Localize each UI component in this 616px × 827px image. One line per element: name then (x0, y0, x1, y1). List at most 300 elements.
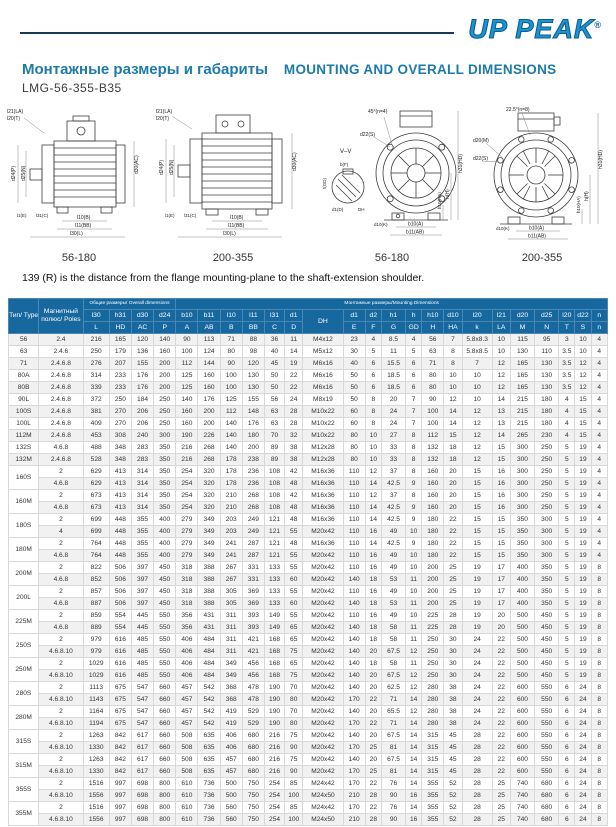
dimension-value-cell: 6 (559, 802, 575, 814)
dimension-value-cell: 457 (176, 718, 198, 730)
dimension-value-cell: 250 (83, 346, 109, 358)
dimension-value-cell: 55 (285, 586, 303, 598)
dimension-value-cell: 314 (131, 466, 153, 478)
dimension-value-cell: 203 (220, 526, 242, 538)
header-rule (20, 32, 454, 34)
dimension-value-cell: 542 (198, 706, 220, 718)
dimension-value-cell: 484 (198, 658, 220, 670)
column-header-cell: l20 (462, 310, 492, 322)
dimension-value-cell: 6 (559, 730, 575, 742)
dimension-value-cell: 457 (176, 706, 198, 718)
dimension-value-cell: 254 (176, 466, 198, 478)
dimension-value-cell: 200 (422, 562, 444, 574)
dimension-value-cell: 23 (343, 334, 365, 346)
column-header-cell: n (591, 310, 607, 322)
dimension-value-cell: 180 (422, 550, 444, 562)
dimension-value-cell: 448 (109, 550, 131, 562)
dimension-value-cell: 488 (83, 442, 109, 454)
dimension-value-cell: 450 (154, 562, 176, 574)
dimension-value-cell: 63 (422, 346, 444, 358)
dimension-value-cell: 349 (198, 514, 220, 526)
dimension-value-cell: 50 (343, 370, 365, 382)
dimension-value-cell: M10x22 (303, 418, 343, 430)
dimension-value-cell: M6x16 (303, 370, 343, 382)
dimension-value-cell: 305 (220, 586, 242, 598)
dimension-value-cell: 45 (444, 730, 462, 742)
dimension-value-cell: 450 (535, 658, 559, 670)
dimension-value-cell: 12 (444, 394, 462, 406)
dimension-value-cell: 413 (109, 502, 131, 514)
dimension-value-cell: 5 (406, 346, 422, 358)
dimension-value-cell: 368 (220, 682, 242, 694)
dimension-value-cell: 10 (462, 382, 492, 394)
dimension-value-cell: 20 (444, 466, 462, 478)
dimension-value-cell: 331 (242, 562, 264, 574)
dimension-value-cell: 133 (264, 598, 284, 610)
dimension-value-cell: 554 (109, 610, 131, 622)
dimension-value-cell: 133 (264, 586, 284, 598)
dimension-value-cell: 18 (365, 598, 381, 610)
column-header-cell: d30 (131, 310, 153, 322)
frame-type-cell: 225M (9, 610, 39, 634)
dimension-value-cell: 17 (492, 574, 510, 586)
table-body (9, 334, 608, 826)
dimension-value-cell: 842 (109, 742, 131, 754)
dimension-value-cell: 250 (535, 442, 559, 454)
dimension-value-cell: 236 (242, 466, 264, 478)
dimension-value-cell: 42.5 (381, 538, 405, 550)
dimension-value-cell: 24 (575, 778, 591, 790)
dimension-value-cell: 680 (535, 802, 559, 814)
dimension-value-cell: 38 (444, 694, 462, 706)
dimension-value-cell: 19 (575, 598, 591, 610)
dimension-value-cell: 617 (131, 742, 153, 754)
dimension-value-cell: 698 (131, 802, 153, 814)
dimension-value-cell: 1029 (83, 670, 109, 682)
frame-type-cell: 200L (9, 586, 39, 610)
dimension-value-cell: 180 (422, 514, 444, 526)
dimension-value-cell: 617 (131, 754, 153, 766)
dimension-value-cell: M20x42 (303, 610, 343, 622)
column-header-cell: F (365, 322, 381, 334)
dimension-value-cell: 90 (220, 358, 242, 370)
dimension-value-cell: M24x42 (303, 778, 343, 790)
dimension-value-cell: 140 (220, 442, 242, 454)
dimension-value-cell: 11 (406, 598, 422, 610)
dimension-value-cell: 421 (242, 634, 264, 646)
dimension-value-cell: 16 (365, 550, 381, 562)
dimension-value-cell: 547 (131, 682, 153, 694)
dimension-value-cell: 24 (575, 754, 591, 766)
dimension-value-cell: 90 (422, 394, 444, 406)
dimension-value-cell: 210 (343, 790, 365, 802)
frame-type-cell: 180M (9, 538, 39, 562)
column-header-cell: b11 (198, 310, 220, 322)
dimension-value-cell: 22 (492, 682, 510, 694)
dimension-value-cell: 18 (365, 658, 381, 670)
dimension-value-cell: 484 (198, 646, 220, 658)
dimension-value-cell: 49 (381, 550, 405, 562)
dimension-value-cell: M10x22 (303, 430, 343, 442)
dimension-value-cell: 698 (131, 790, 153, 802)
dimension-value-cell: 121 (264, 538, 284, 550)
dimension-value-cell: 160 (422, 502, 444, 514)
poles-cell: 2 (39, 802, 83, 814)
dimension-value-cell: 160 (176, 406, 198, 418)
column-header-cell: h (406, 310, 422, 322)
dimension-value-cell: 48 (285, 514, 303, 526)
dimension-value-cell: 22 (365, 694, 381, 706)
dimension-value-cell: 16 (406, 790, 422, 802)
dimension-value-cell: 9 (406, 478, 422, 490)
dimension-value-cell: 4 (591, 466, 607, 478)
dimension-value-cell: 485 (131, 670, 153, 682)
dimension-value-cell: 28 (462, 742, 492, 754)
dimension-value-cell: 24 (462, 718, 492, 730)
dimension-value-cell: 38 (444, 706, 462, 718)
dimension-value-cell: 254 (264, 802, 284, 814)
dimension-value-cell: 6 (559, 790, 575, 802)
dimension-value-cell: 10 (462, 370, 492, 382)
dim-label: d22(S) (473, 156, 489, 162)
dimension-value-cell: 121 (264, 514, 284, 526)
dimension-value-cell: 148 (242, 406, 264, 418)
column-header-cell: k (462, 322, 492, 334)
dimension-value-cell: 38 (444, 718, 462, 730)
dimension-value-cell: 4 (559, 430, 575, 442)
dimension-value-cell: 448 (109, 514, 131, 526)
dimension-value-cell: 750 (242, 814, 264, 826)
dimension-value-cell: 22 (492, 754, 510, 766)
dim-label: d30(AC) (134, 155, 140, 174)
dimension-value-cell: 355 (131, 526, 153, 538)
dimension-value-cell: 25 (365, 742, 381, 754)
dimension-value-cell: 19 (285, 358, 303, 370)
table-row (9, 730, 608, 742)
dimension-value-cell: 5 (559, 586, 575, 598)
dimension-value-cell: 270 (109, 418, 131, 430)
dimension-value-cell: 25 (444, 562, 462, 574)
dimension-value-cell: 4 (559, 406, 575, 418)
dimension-value-cell: 7 (406, 406, 422, 418)
dimension-value-cell: 14 (406, 718, 422, 730)
dimension-value-cell: 210 (220, 502, 242, 514)
dimension-value-cell: 1143 (83, 694, 109, 706)
dimension-value-cell: 350 (535, 598, 559, 610)
dimension-value-cell: 18 (365, 622, 381, 634)
dimension-value-cell: 267 (220, 574, 242, 586)
dimension-value-cell: 215 (510, 418, 534, 430)
dimension-value-cell: 350 (154, 502, 176, 514)
dimension-value-cell: 680 (242, 742, 264, 754)
dimension-value-cell: 660 (154, 682, 176, 694)
table-row (9, 550, 608, 562)
dimension-value-cell: 14 (365, 478, 381, 490)
dimension-value-cell: 55 (285, 562, 303, 574)
dimension-value-cell: 165 (510, 370, 534, 382)
dimension-value-cell: 108 (264, 502, 284, 514)
dimension-value-cell: 660 (154, 706, 176, 718)
table-row (9, 802, 608, 814)
dimension-value-cell: 165 (109, 334, 131, 346)
dimension-value-cell: 280 (422, 706, 444, 718)
dimension-value-cell: 20 (365, 730, 381, 742)
dimension-value-cell: 349 (198, 538, 220, 550)
dimension-value-cell: 19 (462, 610, 492, 622)
dimension-value-cell: M6x16 (303, 382, 343, 394)
dimension-value-cell: 506 (109, 562, 131, 574)
dimension-value-cell: 550 (154, 622, 176, 634)
dimension-value-cell: 16 (406, 814, 422, 826)
dimension-value-cell: 355 (131, 550, 153, 562)
dimension-value-cell: 52 (444, 790, 462, 802)
table-row (9, 334, 608, 346)
dimension-value-cell: 10 (406, 562, 422, 574)
dimension-value-cell: 203 (220, 514, 242, 526)
dimension-value-cell: 450 (535, 634, 559, 646)
dimension-value-cell: 635 (198, 754, 220, 766)
dimension-value-cell: 24 (462, 658, 492, 670)
dimension-value-cell: 610 (176, 802, 198, 814)
dimension-value-cell: 280 (422, 694, 444, 706)
dimension-value-cell: 215 (510, 394, 534, 406)
dimension-value-cell: M16x36 (303, 466, 343, 478)
dimension-value-cell: 249 (242, 526, 264, 538)
dimension-value-cell: 406 (176, 670, 198, 682)
dimension-value-cell: 457 (176, 682, 198, 694)
dimension-value-cell: 22 (444, 514, 462, 526)
dimension-value-cell: 400 (154, 538, 176, 550)
dim-label: t(GD) (322, 178, 327, 189)
dimension-value-cell: 76 (381, 778, 405, 790)
poles-cell: 4.6.8.10 (39, 742, 83, 754)
dimension-value-cell: 550 (535, 730, 559, 742)
dimension-value-cell: 144 (198, 358, 220, 370)
dimension-value-cell: 19 (575, 658, 591, 670)
dimension-value-cell: 852 (83, 574, 109, 586)
dimension-value-cell: 28 (462, 814, 492, 826)
dimension-value-cell: 140 (343, 670, 365, 682)
dimension-value-cell: 8 (591, 718, 607, 730)
dimension-value-cell: 49 (381, 586, 405, 598)
dimension-value-cell: 617 (131, 730, 153, 742)
frame-type-cell: 355S (9, 778, 39, 802)
dimension-value-cell: 22 (492, 658, 510, 670)
dimension-value-cell: 36 (264, 334, 284, 346)
dimension-value-cell: 170 (343, 694, 365, 706)
dimension-value-cell: 45 (444, 754, 462, 766)
dimension-value-cell: 254 (176, 490, 198, 502)
dimension-value-cell: 250 (154, 406, 176, 418)
column-header-cell: AC (131, 322, 153, 334)
dimension-value-cell: 450 (535, 610, 559, 622)
dimension-value-cell: 108 (264, 466, 284, 478)
motor-side-view-small (4, 105, 154, 251)
dimension-value-cell: 58 (381, 622, 405, 634)
dimension-value-cell: 32 (285, 430, 303, 442)
dimension-value-cell: 80 (343, 442, 365, 454)
poles-cell: 4.6.8 (39, 502, 83, 514)
dimension-value-cell: 180 (422, 526, 444, 538)
poles-cell: 4.6.8 (39, 442, 83, 454)
dimension-value-cell: 42 (285, 466, 303, 478)
dimension-value-cell: 22 (444, 526, 462, 538)
poles-cell: 2 (39, 730, 83, 742)
dimension-value-cell: 680 (535, 778, 559, 790)
dimension-value-cell: 25 (444, 586, 462, 598)
dimension-value-cell: 100 (285, 790, 303, 802)
poles-cell: 4 (39, 526, 83, 538)
dimension-value-cell: 15 (462, 490, 492, 502)
dimension-value-cell: 529 (242, 706, 264, 718)
dimension-value-cell: 369 (242, 598, 264, 610)
dimension-value-cell: 52 (444, 778, 462, 790)
dimension-value-cell: 24 (381, 406, 405, 418)
dimension-value-cell: 18 (365, 574, 381, 586)
dimension-value-cell: 48 (285, 502, 303, 514)
dimension-value-cell: 279 (176, 550, 198, 562)
column-header-cell: G (381, 322, 405, 334)
dimension-value-cell: 457 (176, 694, 198, 706)
title-row (22, 61, 616, 78)
dimension-value-cell: 997 (109, 778, 131, 790)
dimension-value-cell: 8 (591, 706, 607, 718)
dimension-value-cell: 170 (343, 802, 365, 814)
poles-cell: 2 (39, 466, 83, 478)
dimension-value-cell: 16 (365, 562, 381, 574)
dimension-value-cell: 600 (510, 730, 534, 742)
dimension-value-cell: 5 (559, 574, 575, 586)
poles-cell: 4.6.8.10 (39, 814, 83, 826)
dimension-value-cell: 388 (198, 586, 220, 598)
dimension-value-cell: 140 (154, 334, 176, 346)
dimension-value-cell: M20x42 (303, 718, 343, 730)
dimension-value-cell: 81 (381, 766, 405, 778)
table-row (9, 538, 608, 550)
table-row (9, 526, 608, 538)
dimension-value-cell: 24 (462, 634, 492, 646)
dimension-value-cell: 170 (343, 742, 365, 754)
dimension-value-cell: 14 (365, 502, 381, 514)
dimension-value-cell: 660 (154, 718, 176, 730)
dimension-value-cell: 5 (365, 346, 381, 358)
dimension-value-cell: 14 (444, 406, 462, 418)
dimension-value-cell: 24 (575, 706, 591, 718)
dimension-value-cell: 11 (406, 634, 422, 646)
dimension-value-cell: 19 (575, 586, 591, 598)
dim-label: h10(HA) (576, 196, 581, 213)
table-row (9, 442, 608, 454)
dimension-value-cell: M16x36 (303, 502, 343, 514)
table-row (9, 610, 608, 622)
dimension-value-cell: 311 (220, 646, 242, 658)
table-row (9, 586, 608, 598)
dimension-value-cell: 19 (575, 478, 591, 490)
dimension-value-cell: 859 (83, 610, 109, 622)
dimension-value-cell: 740 (510, 778, 534, 790)
poles-cell: 2 (39, 562, 83, 574)
dimension-value-cell: 254 (176, 478, 198, 490)
dimension-value-cell: 8 (406, 466, 422, 478)
dimension-value-cell: 30 (343, 346, 365, 358)
dimension-value-cell: 4 (591, 478, 607, 490)
dimension-value-cell: 8 (591, 682, 607, 694)
dimension-value-cell: 14 (492, 394, 510, 406)
dimension-value-cell: 190 (264, 682, 284, 694)
dimension-value-cell: 178 (220, 466, 242, 478)
dimension-value-cell: M20x42 (303, 682, 343, 694)
dimension-value-cell: 300 (154, 430, 176, 442)
dimension-value-cell: 699 (83, 526, 109, 538)
dimension-value-cell: 800 (154, 814, 176, 826)
poles-cell: 4.6.8.10 (39, 646, 83, 658)
dim-label: h31(HD) (598, 150, 604, 169)
dimension-value-cell: 45 (444, 742, 462, 754)
column-header-cell: d22 (575, 310, 591, 322)
dimension-value-cell: 6 (406, 370, 422, 382)
dimension-value-cell: 528 (83, 454, 109, 466)
dimension-value-cell: 10 (444, 370, 462, 382)
poles-cell: 4.6.8 (39, 622, 83, 634)
dimension-value-cell: 280 (422, 682, 444, 694)
table-row (9, 598, 608, 610)
dimension-value-cell: 24 (575, 790, 591, 802)
dimension-value-cell: 50 (264, 370, 284, 382)
dimension-value-cell: 28 (365, 790, 381, 802)
dimension-value-cell: 4 (591, 538, 607, 550)
dimension-value-cell: 81 (381, 742, 405, 754)
dimension-value-cell: 50 (264, 382, 284, 394)
dimension-value-cell: 22 (492, 694, 510, 706)
poles-cell: 2 (39, 778, 83, 790)
dimension-value-cell: 110 (343, 526, 365, 538)
dimension-value-cell: 190 (264, 694, 284, 706)
table-row (9, 406, 608, 418)
dimension-value-cell: 19 (575, 526, 591, 538)
dimension-value-cell: 65 (285, 622, 303, 634)
frame-type-cell: 100S (9, 406, 39, 418)
dim-label: l21(LA) (156, 109, 173, 115)
dimension-value-cell: 125 (176, 382, 198, 394)
poles-cell: 2 (39, 610, 83, 622)
dimension-value-cell: 16 (365, 586, 381, 598)
dimension-value-cell: 6 (365, 358, 381, 370)
dimension-value-cell: 24 (575, 718, 591, 730)
dimension-value-cell: 381 (83, 406, 109, 418)
dimension-value-cell: 616 (109, 646, 131, 658)
dimension-value-cell: 5.8x8.5 (462, 346, 492, 358)
frame-type-cell: 250M (9, 658, 39, 682)
dimension-value-cell: 190 (264, 706, 284, 718)
dimension-value-cell: 450 (535, 646, 559, 658)
table-row (9, 478, 608, 490)
dimension-value-cell: 750 (242, 778, 264, 790)
dimension-value-cell: 6 (559, 682, 575, 694)
dimension-value-cell: 457 (220, 766, 242, 778)
dimension-value-cell: 740 (510, 814, 534, 826)
dimension-value-cell: 1556 (83, 790, 109, 802)
dim-label: l30(L) (223, 231, 236, 237)
table-row (9, 670, 608, 682)
dimension-value-cell: 49 (381, 562, 405, 574)
dimension-value-cell: 400 (510, 586, 534, 598)
registered-mark: ® (594, 20, 602, 30)
dimension-value-cell: 132 (422, 442, 444, 454)
dimension-value-cell: 200 (198, 418, 220, 430)
column-header-cell: d10 (444, 310, 462, 322)
dimension-value-cell: 71 (381, 694, 405, 706)
dimension-value-cell: 500 (510, 670, 534, 682)
